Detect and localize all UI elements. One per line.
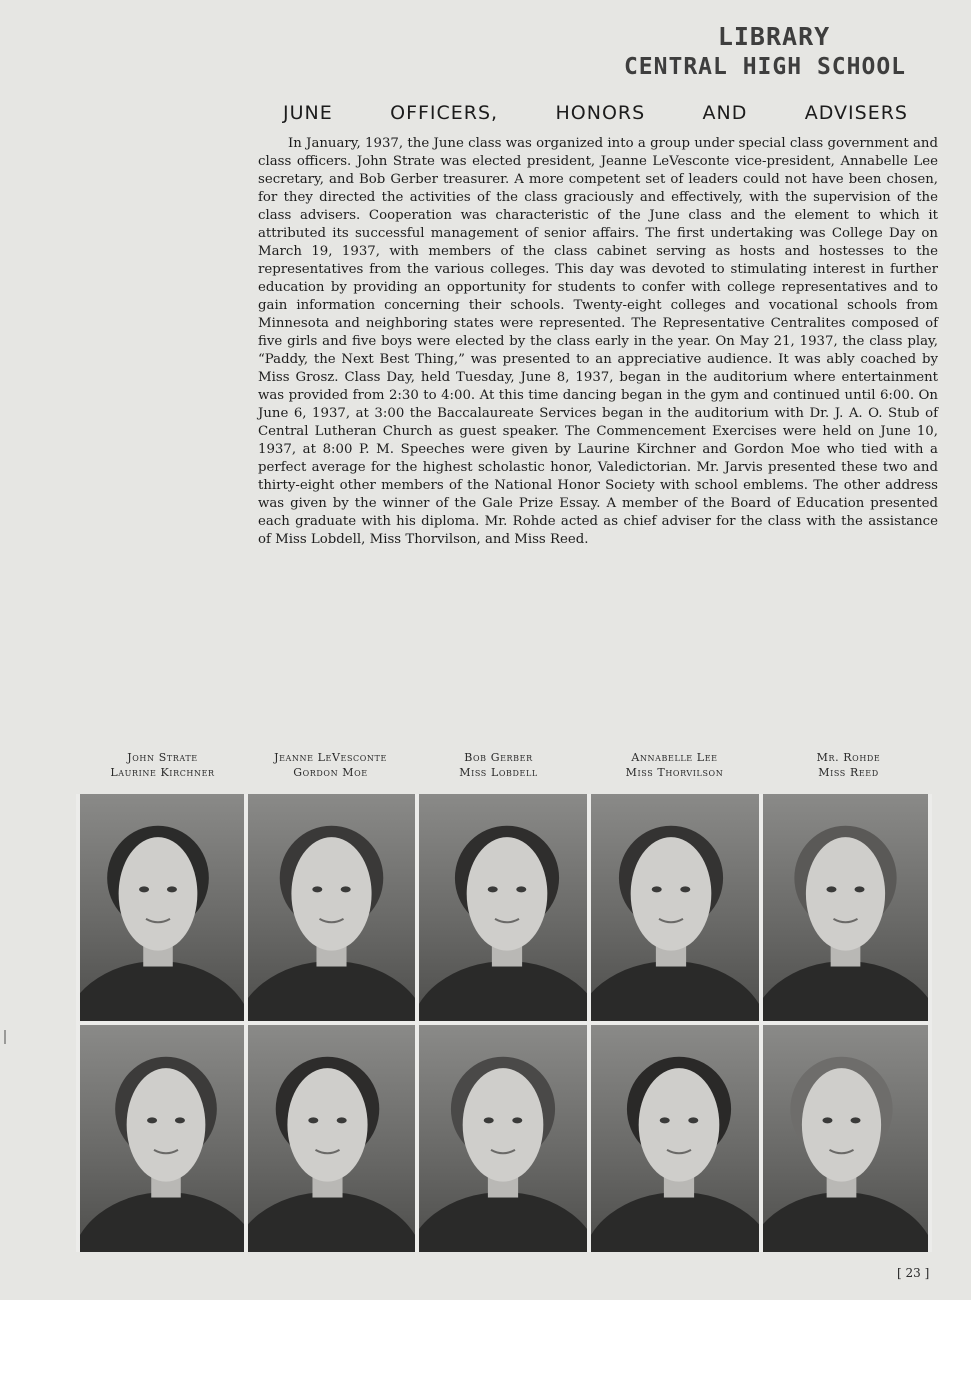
caption-column-3 <box>411 750 586 780</box>
portrait-jeanne-levesconte <box>248 794 415 1021</box>
portrait-shoulders <box>248 1192 415 1252</box>
portrait-left-eye <box>139 886 149 892</box>
caption-top-name: Mr. Rohde <box>816 751 881 764</box>
caption-bottom-name: Laurine Kirchner <box>110 766 215 779</box>
portrait-face <box>631 837 712 951</box>
caption-top-name: John Strate <box>127 751 198 764</box>
portrait-right-eye <box>680 886 690 892</box>
portrait-left-eye <box>308 1117 318 1123</box>
caption-top-name: Bob Gerber <box>464 751 533 764</box>
portrait-shoulders <box>763 1192 928 1252</box>
portrait-annabelle-lee <box>591 794 759 1021</box>
caption-bottom-name: Miss Thorvilson <box>625 766 724 779</box>
portrait-silhouette <box>248 1025 415 1252</box>
portrait-right-eye <box>851 1117 861 1123</box>
portrait-silhouette <box>80 1025 244 1252</box>
title-word-and: AND <box>702 102 748 124</box>
portrait-left-eye <box>822 1117 832 1123</box>
portrait-right-eye <box>175 1117 185 1123</box>
portrait-shoulders <box>591 961 759 1021</box>
stamp-line-library: LIBRARY <box>717 22 831 51</box>
portrait-left-eye <box>826 886 836 892</box>
caption-column-2 <box>243 750 418 780</box>
portrait-right-eye <box>512 1117 522 1123</box>
portrait-face <box>639 1068 720 1182</box>
portrait-face <box>463 1068 544 1182</box>
caption-bottom-name: Gordon Moe <box>293 766 368 779</box>
portrait-silhouette <box>419 794 587 1021</box>
caption-column-1 <box>75 750 250 780</box>
caption-column-4 <box>587 750 762 780</box>
portrait-shoulders <box>80 961 244 1021</box>
caption-bottom-name: Miss Lobdell <box>459 766 538 779</box>
portrait-face <box>287 1068 367 1182</box>
portrait-shoulders <box>419 961 587 1021</box>
portrait-shoulders <box>80 1192 244 1252</box>
margin-mark <box>4 1030 6 1044</box>
title-word-june: JUNE <box>283 102 333 124</box>
caption-bottom-name: Miss Reed <box>818 766 879 779</box>
portrait-face <box>806 837 885 951</box>
portrait-gordon-moe <box>248 1025 415 1252</box>
portrait-right-eye <box>341 886 351 892</box>
portrait-john-strate <box>80 794 244 1021</box>
library-stamp <box>600 22 930 82</box>
portrait-shoulders <box>763 961 928 1021</box>
portrait-silhouette <box>419 1025 587 1252</box>
portrait-grid <box>76 794 932 1252</box>
portrait-left-eye <box>660 1117 670 1123</box>
title-word-advisers: ADVISERS <box>804 102 908 124</box>
portrait-shoulders <box>248 961 415 1021</box>
portrait-silhouette <box>763 794 928 1021</box>
portrait-left-eye <box>652 886 662 892</box>
portrait-left-eye <box>312 886 322 892</box>
portrait-silhouette <box>591 794 759 1021</box>
portrait-face <box>291 837 371 951</box>
title-word-officers: OFFICERS, <box>390 102 499 124</box>
portrait-miss-reed <box>763 1025 928 1252</box>
portrait-right-eye <box>516 886 526 892</box>
caption-top-name: Jeanne LeVesconte <box>274 751 387 764</box>
portrait-face <box>467 837 548 951</box>
portrait-right-eye <box>855 886 865 892</box>
portrait-right-eye <box>688 1117 698 1123</box>
portrait-shoulders <box>591 1192 759 1252</box>
stamp-line-school: CENTRAL HIGH SCHOOL <box>623 54 907 80</box>
portrait-left-eye <box>488 886 498 892</box>
portrait-mr-rohde <box>763 794 928 1021</box>
portrait-face <box>802 1068 881 1182</box>
portrait-bob-gerber <box>419 794 587 1021</box>
portrait-right-eye <box>337 1117 347 1123</box>
caption-top-name: Annabelle Lee <box>631 751 718 764</box>
portrait-right-eye <box>167 886 177 892</box>
portrait-silhouette <box>591 1025 759 1252</box>
photo-captions <box>75 750 925 784</box>
title-word-honors: HONORS <box>555 102 646 124</box>
portrait-shoulders <box>419 1192 587 1252</box>
page-number: [ 23 ] <box>897 1266 930 1280</box>
page-title <box>283 102 908 124</box>
portrait-left-eye <box>147 1117 157 1123</box>
portrait-silhouette <box>248 794 415 1021</box>
portrait-miss-thorvilson <box>591 1025 759 1252</box>
portrait-miss-lobdell <box>419 1025 587 1252</box>
portrait-laurine-kirchner <box>80 1025 244 1252</box>
portrait-face <box>127 1068 206 1182</box>
portrait-silhouette <box>80 794 244 1021</box>
article-paragraph: In January, 1937, the June class was organized into a group under special class government and class officers. John Strate was elected president, Jeanne LeVesconte vice-president, Annabelle Lee secretary, and Bob Gerber treasurer. A more competent set of leaders could not have been chosen, for they directed the activities of the class graciously and effectively, with the supervision of the class advisers. Cooperation was characteristic of the June class and the element to which it attributed its successful management of senior affairs. The first undertaking was College Day on March 19, 1937, with members of the class cabinet serving as hosts and hostesses to the representatives from the various colleges. This day was devoted to stimulating interest in further education by providing an opportunity for students to confer with college representatives and to gain information concerning their schools. Twenty-eight colleges and vocational schools from Minnesota and neighboring states were represented. The Representative Centralites composed of five girls and five boys were elected by the class early in the year. On May 21, 1937, the class play, “Paddy, the Next Best Thing,” was presented to an appreciative audience. It was ably coached by Miss Grosz. Class Day, held Tuesday, June 8, 1937, began in the auditorium where entertainment was provided from 2:30 to 4:00. At this time dancing began in the gym and continued until 6:00. On June 6, 1937, at 3:00 the Baccalaureate Services began in the auditorium with Dr. J. A. O. Stub of Central Lutheran Church as guest speaker. The Commencement Exercises were held on June 10, 1937, at 8:00 P. M. Speeches were given by Laurine Kirchner and Gordon Moe who tied with a perfect average for the highest scholastic honor, Valedictorian. Mr. Jarvis presented these two and thirty-eight other members of the National Honor Society with school emblems. The other address was given by the winner of the Gale Prize Essay. A member of the Board of Education presented each graduate with his diploma. Mr. Rohde acted as chief adviser for the class with the assistance of Miss Lobdell, Miss Thorvilson, and Miss Reed. <box>258 136 938 547</box>
portrait-left-eye <box>484 1117 494 1123</box>
portrait-face <box>119 837 198 951</box>
caption-column-5 <box>761 750 936 780</box>
portrait-silhouette <box>763 1025 928 1252</box>
